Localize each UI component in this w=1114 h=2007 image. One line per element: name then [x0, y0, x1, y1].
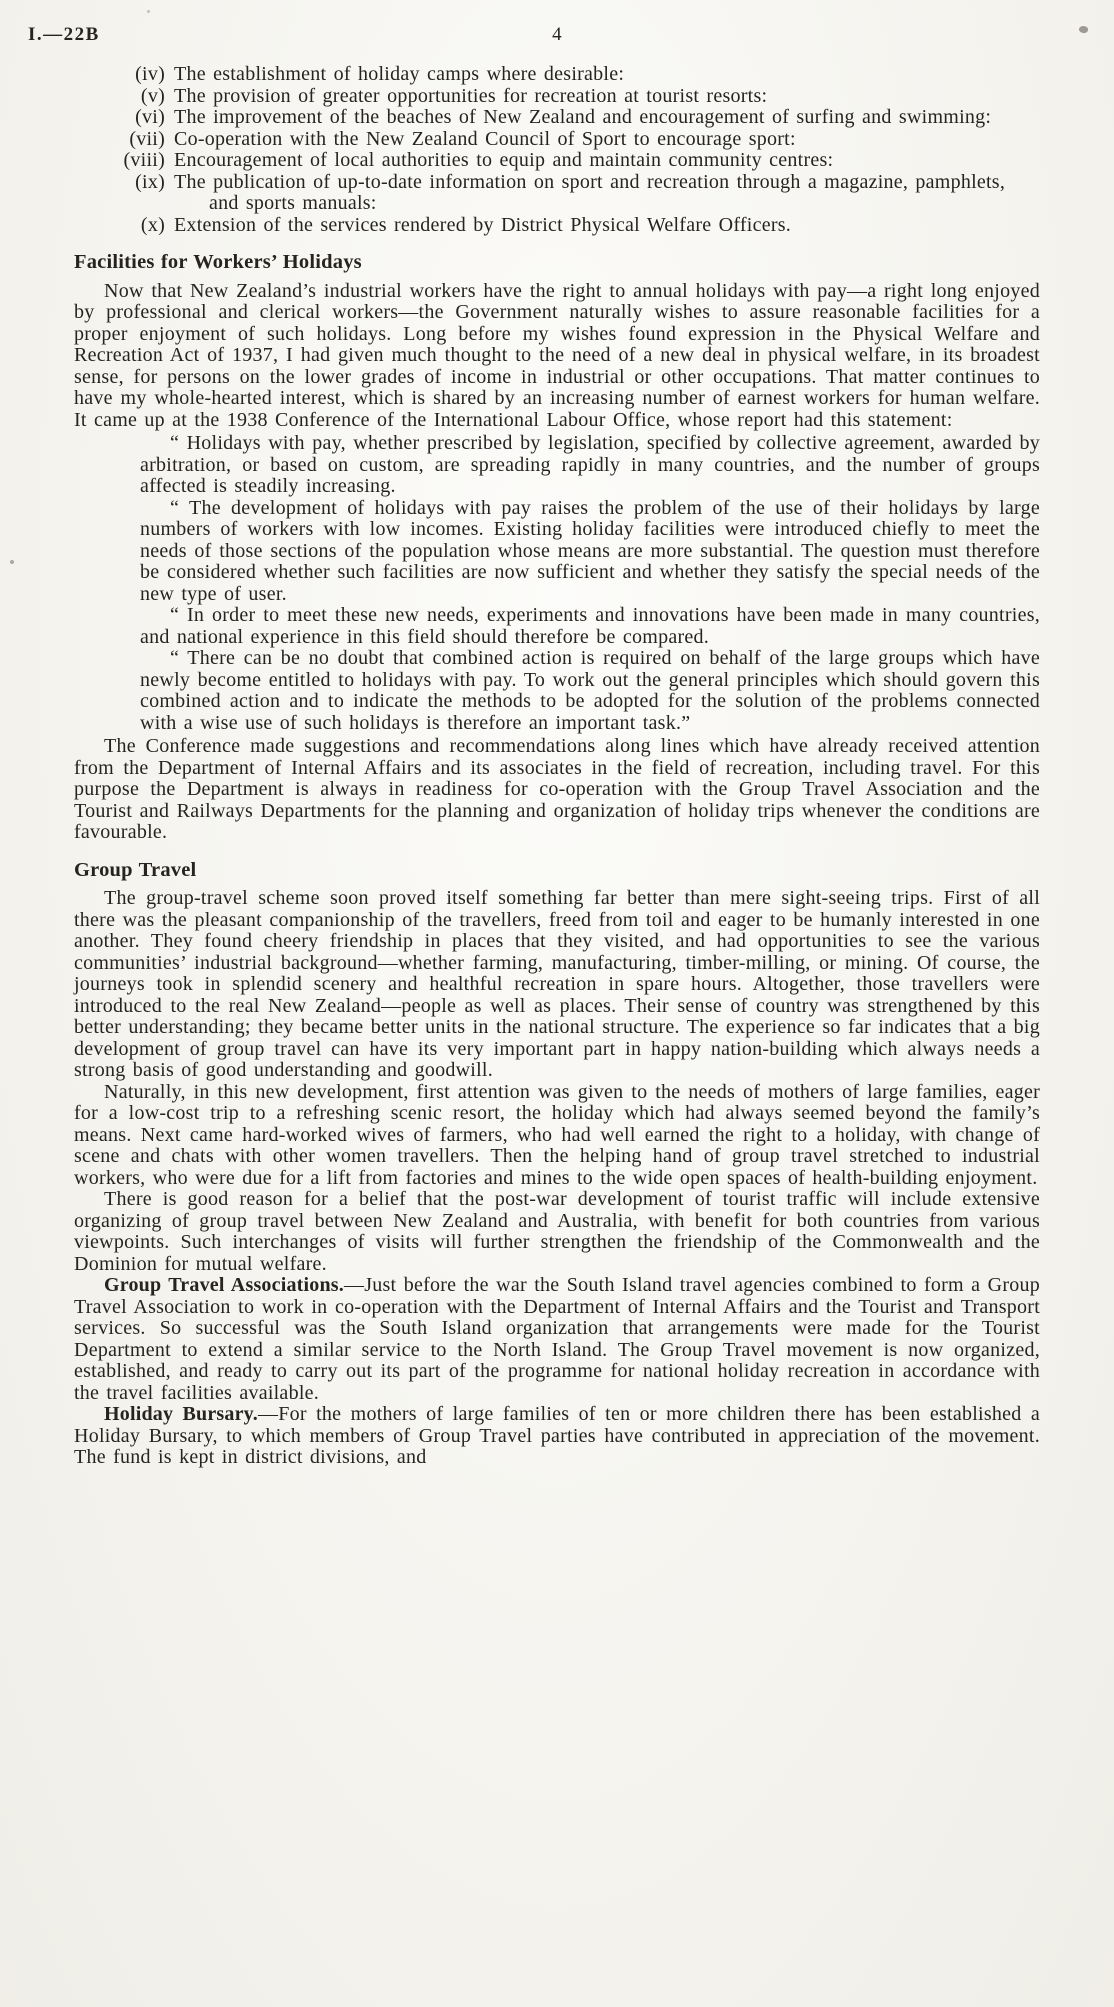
paragraph-lead-bursary: Holiday Bursary. [104, 1403, 258, 1425]
section-heading-facilities: Facilities for Workers’ Holidays [74, 251, 362, 273]
page-header [28, 20, 1040, 60]
block-quote-ilo-report [74, 433, 1040, 734]
page-number: 4 [552, 24, 562, 45]
list-item [74, 150, 1040, 172]
quote-paragraph: “ The development of holidays with pay raises the problem of the use of their holidays by large numbers of workers with low incomes. Existing holiday facilities were introduced chiefly to meet the needs of those sections of the population whose means are more substantial. The question must therefore be considered whether such facilities are now sufficient and whether they satisfy the special needs of the new type of user. [140, 496, 1040, 605]
list-item [74, 107, 1040, 129]
list-item [74, 172, 1040, 215]
paragraph-text-associations: —Just before the war the South Island travel agencies combined to form a Group Travel Association to work in co-operation with the Department of Internal Affairs and the Tourist and Transport services. So successful was the South Island organization that arrangements were made for the Tourist Department to extend a similar service to the North Island. The Group Travel movement is now organized, established, and ready to carry out its part of the programme for national holiday recreation in accordance with the travel facilities available. [74, 1274, 1040, 1404]
section-heading-group-travel: Group Travel [74, 858, 197, 881]
list-item-number: (vi) [135, 106, 165, 128]
list-item-number: (vii) [129, 127, 165, 150]
list-item [74, 86, 1040, 108]
list-item-text: Encouragement of local authorities to equip and maintain community centres: [174, 149, 834, 171]
paragraph-conference: The Conference made suggestions and recommendations along lines which have already received attention from the Department of Internal Affairs and its associates in the field of recreation, including travel. For this purpose the Department is always in readiness for co-operation with the Group Travel Association and the Tourist and Railways Departments for the planning and organization of holiday trips whenever the conditions are favourable. [74, 735, 1040, 843]
list-item-text: The publication of up-to-date information on sport and recreation through a magazine, pamphlets, and sports manuals: [174, 170, 1006, 214]
section-facilities [74, 252, 1040, 844]
paragraph-group-travel-associations [74, 1275, 1040, 1404]
list-item-text: The provision of greater opportunities for recreation at tourist resorts: [174, 84, 768, 107]
paragraph-facilities-intro: Now that New Zealand’s industrial workers have the right to annual holidays with pay—a right long enjoyed by professional and clerical workers—the Government naturally wishes to assure reasonable facilities for a proper enjoyment of such holidays. Long before my wishes found expression in the Physical Welfare and Recreation Act of 1937, I had given much thought to the need of a new deal in physical welfare, in its broadest sense, for persons on the lower grades of income in industrial or other occupations. That matter continues to have my whole-hearted interest, which is shared by an increasing number of earnest workers for human welfare. It came up at the 1938 Conference of the International Labour Office, whose report had this statement: [74, 279, 1040, 431]
section-group-travel [74, 860, 1040, 1469]
paragraph-text-bursary: —For the mothers of large families of ten or more children there has been established a Holiday Bursary, to which members of Group Travel parties have contributed in appreciation of the movement. The fund is kept in district divisions, and [74, 1403, 1040, 1468]
list-item-text: The improvement of the beaches of New Zealand and encouragement of surfing and swimming: [174, 106, 992, 128]
quote-paragraph: “ Holidays with pay, whether prescribed by legislation, specified by collective agreement, awarded by arbitration, or based on custom, are spreading rapidly in many countries, and the number of groups affected is steadily increasing. [140, 432, 1040, 497]
scan-speck [147, 10, 150, 13]
list-item-number: (iv) [135, 63, 165, 85]
list-item-number: (x) [140, 213, 165, 236]
list-item-text: The establishment of holiday camps where desirable: [174, 63, 625, 85]
quote-paragraph: “ There can be no doubt that combined action is required on behalf of the large groups which have newly become entitled to holidays with pay. To work out the general principles which should govern this combined action and to indicate the methods to be adopted for the solution of the problems connected with a wise use of such holidays is therefore an important task.” [140, 647, 1040, 734]
list-item-text: Co-operation with the New Zealand Council of Sport to encourage sport: [174, 127, 796, 150]
list-item-text: Extension of the services rendered by District Physical Welfare Officers. [174, 213, 792, 236]
list-item [74, 64, 1040, 86]
scan-smudge [1078, 25, 1089, 34]
paragraph-group-travel-scheme: The group-travel scheme soon proved itself something far better than mere sight-seeing trips. First of all there was the pleasant companionship of the travellers, freed from toil and eager to be humanly interested in one another. They found cheery friendship in places that they visited, and had opportunities to see the various communities’ industrial background—whether farming, manufacturing, timber-milling, or mining. Of course, the journeys took in splendid scenery and healthful recreation in spare hours. Altogether, those travellers were introduced to the real New Zealand—people as well as places. Their sense of country was strengthened by this better understanding; they became better units in the national structure. The experience so far indicates that a big development of group travel can have its very important part in happy nation-building which always needs a strong basis of good understanding and goodwill. [74, 887, 1040, 1081]
paragraph-holiday-bursary [74, 1404, 1040, 1469]
quote-paragraph: “ In order to meet these new needs, experiments and innovations have been made in many countries, and national experience in this field should therefore be compared. [140, 604, 1040, 648]
paragraph-group-travel-mothers: Naturally, in this new development, first attention was given to the needs of mothers of large families, eager for a low-cost trip to a refreshing scenic resort, the holiday which had always seemed beyond the family’s means. Next came hard-worked wives of farmers, who had well earned the right to a holiday, with change of scene and chats with other women travellers. Then the helping hand of group travel stretched to industrial workers, who were due for a lift from factories and mines to the wide open spaces of health-building enjoyment. [74, 1080, 1040, 1189]
document-body [74, 64, 1040, 1469]
paragraph-group-travel-postwar: There is good reason for a belief that the post-war development of tourist traffic will include extensive organizing of group travel between New Zealand and Australia, with benefit for both countries from various viewpoints. Such interchanges of visits will further strengthen the friendship of the Commonwealth and the Dominion for mutual welfare. [74, 1188, 1040, 1275]
document-reference: I.—22B [28, 24, 100, 45]
roman-numbered-list [74, 64, 1040, 236]
list-item [74, 215, 1040, 237]
list-item-number: (v) [140, 84, 165, 107]
scan-speck [10, 560, 14, 564]
list-item [74, 129, 1040, 151]
list-item-number: (viii) [123, 149, 165, 171]
paragraph-lead-associations: Group Travel Associations. [104, 1274, 344, 1296]
list-item-number: (ix) [135, 170, 165, 193]
